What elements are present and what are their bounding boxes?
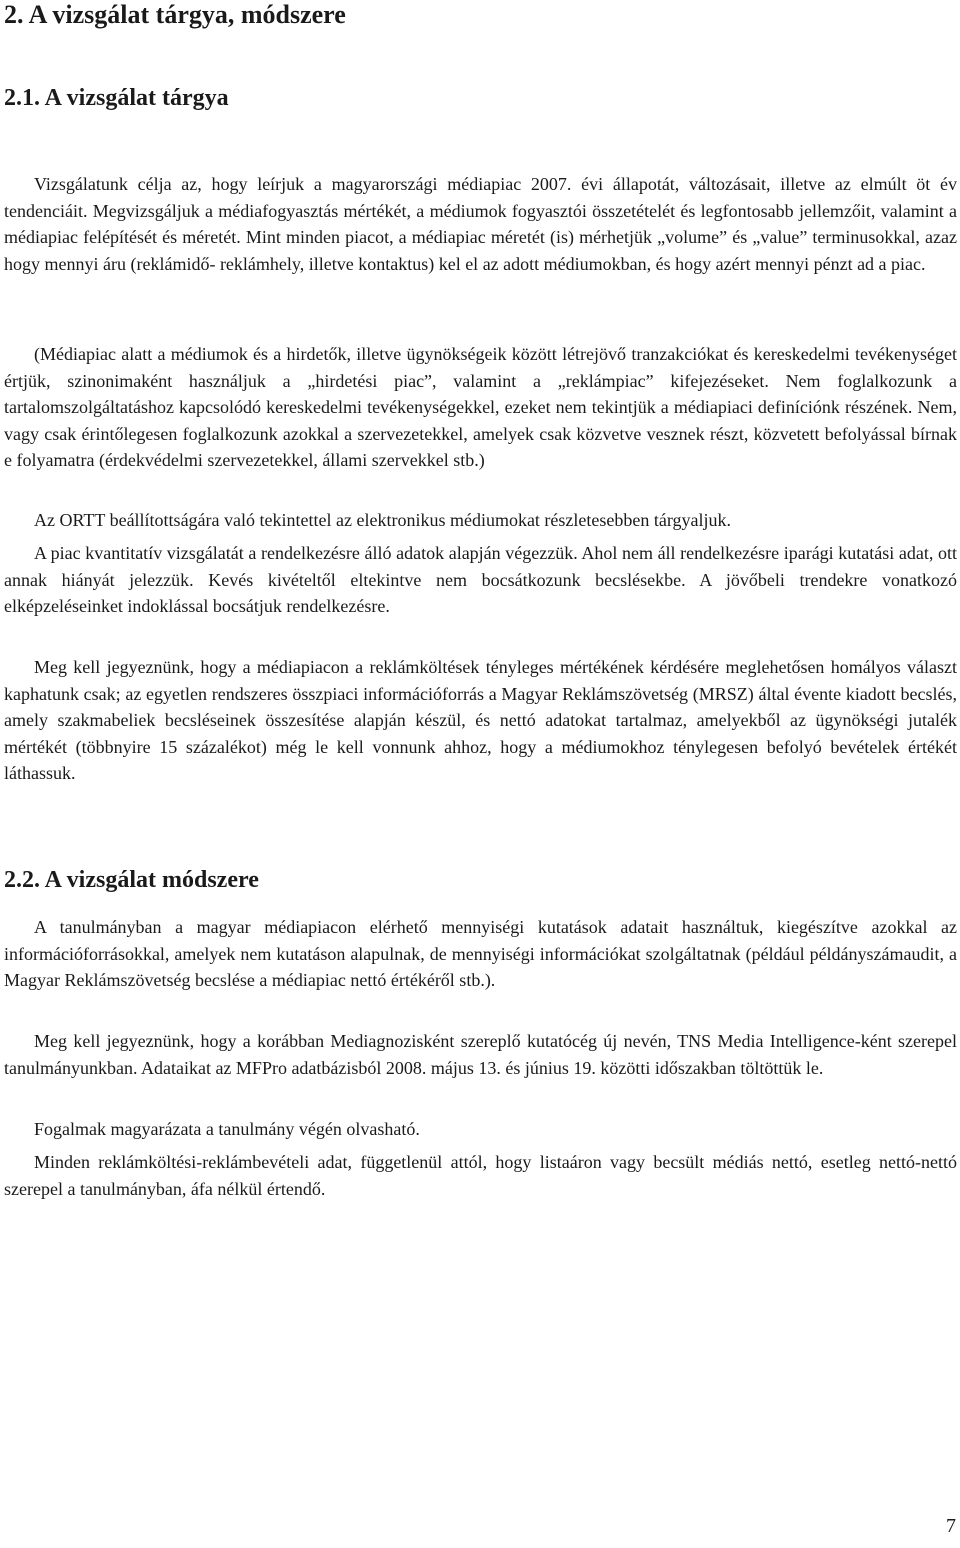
chapter-heading: 2. A vizsgálat tárgya, módszere [4,0,346,29]
section-1-paragraph-1: Vizsgálatunk célja az, hogy leírjuk a magyarországi médiapiac 2007. évi állapotát, változásait, illetve az elmúlt öt év tendenciáit. Megvizsgáljuk a médiafogyasztás mértékét, a médiumok fogyasztói összetételét és legfontosabb jellemzőit, valamint a médiapiac felépítését és méretét. Mint minden piacot, a médiapiac méretét (is) mérhetjük „volume” és „value” terminusokkal, azaz hogy mennyi áru (reklámidő- reklámhely, illetve kontaktus) kel el az adott médiumokban, és hogy azért mennyi pénzt ad a piac. [4,174,957,274]
section-2-paragraph-4: Minden reklámköltési-reklámbevételi adat, függetlenül attól, hogy listaáron vagy becsült médiás nettó, esetleg nettó-nettó szerepel a tanulmányban, áfa nélkül értendő. [4,1152,957,1199]
section-1-paragraph-4: A piac kvantitatív vizsgálatát a rendelkezésre álló adatok alapján végezzük. Ahol nem áll rendelkezésre iparági kutatási adat, ott annak hiányát jelezzük. Kevés kivételtől eltekintve nem bocsátkozunk becslésekbe. A jövőbeli trendekre vonatkozó elképzeléseinket indoklással bocsátjuk rendelkezésre. [4,543,957,617]
section-1-paragraph-2: (Médiapiac alatt a médiumok és a hirdetők, illetve ügynökségeik között létrejövő tranzakciókat és kereskedelmi tevékenységet értjük, szinonimaként használjuk a „hirdetési piac”, valamint a „reklámpiac” kifejezéseket. Nem foglalkozunk a tartalomszolgáltatáshoz kapcsolódó kereskedelmi tevékenységekkel, ezeket nem tekintjük a médiapiaci definíciónk részének. Nem, vagy csak érintőlegesen foglalkozunk azokkal a szervezetekkel, amelyek csak közvetve vesznek részt, közvetett befolyással bírnak e folyamatra (érdekvédelmi szervezetekkel, állami szervekkel stb.) [4,344,957,471]
page-number: 7 [946,1515,956,1537]
section-1-title: 2.1. A vizsgálat tárgya [4,85,229,111]
section-2-paragraph-3: Fogalmak magyarázata a tanulmány végén olvasható. [34,1119,420,1139]
section-1-paragraph-3: Az ORTT beállítottságára való tekintettel az elektronikus médiumokat részletesebben tárgyaljuk. [34,510,732,530]
section-2-paragraph-1: A tanulmányban a magyar médiapiacon elérhető mennyiségi kutatások adatait használtuk, kiegészítve azokkal az információforrásokkal, amelyek nem kutatáson alapulnak, de mennyiségi információkat szolgáltatnak (például példányszámaudit, a Magyar Reklámszövetség becslése a médiapiac nettó értékéről stb.). [4,917,957,991]
section-1-paragraph-5: Meg kell jegyeznünk, hogy a médiapiacon a reklámköltések tényleges mértékének kérdésére meglehetősen homályos választ kaphatunk csak; az egyetlen rendszeres összpiaci információforrás a Magyar Reklámszövetség (MRSZ) által évente kiadott becslés, amely szakmabeliek becsléseinek összesítése alapján készül, és nettó adatokat tartalmaz, amelyekből az ügynökségi jutalék mértékét (többnyire 15 százalékot) még le kell vonnunk ahhoz, hogy a médiumokhoz ténylegesen befolyó bevételek értékét láthassuk. [4,657,957,784]
section-2-title: 2.2. A vizsgálat módszere [4,867,259,893]
section-2-paragraph-2: Meg kell jegyeznünk, hogy a korábban Mediagnozisként szereplő kutatócég új nevén, TNS Media Intelligence-ként szerepel tanulmányunkban. Adataikat az MFPro adatbázisból 2008. május 13. és június 19. közötti időszakban töltöttük le. [4,1031,957,1078]
